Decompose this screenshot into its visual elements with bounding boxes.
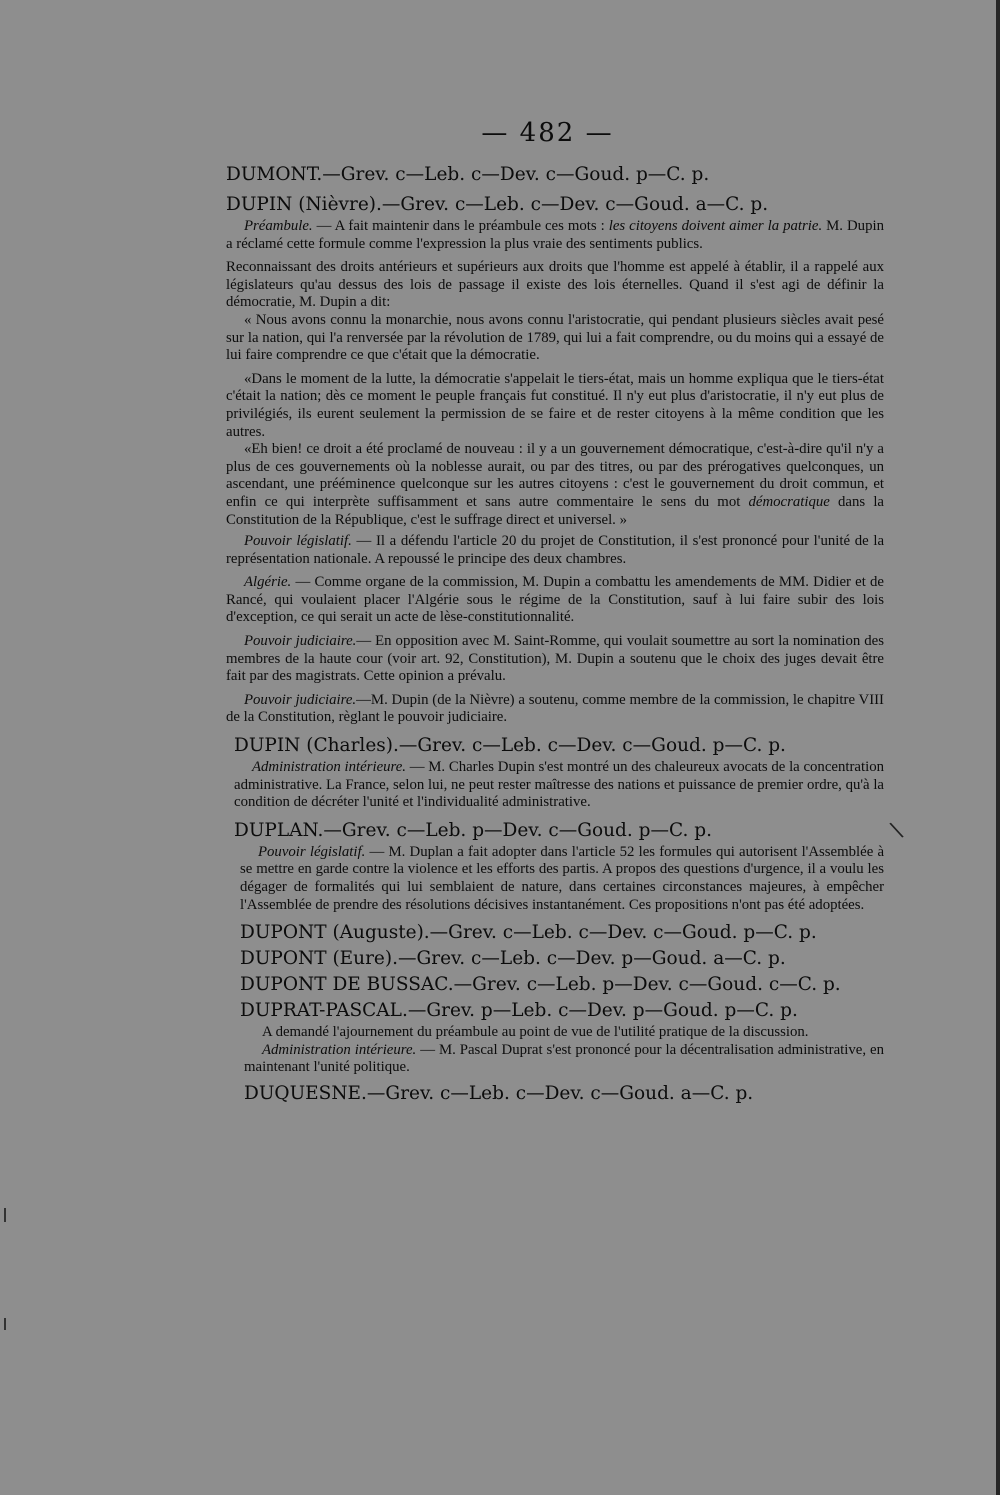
paragraph-text: — M. Charles Dupin s'est montré un des chaleureux avocats de la concentration administrative. La France, selon lui, ne peut rester maîtresse des nations et puissance de premier ordre, qu'à la condition de décréter l'unité et l'individualité administrative. xyxy=(234,759,884,811)
entry-heading-dupin-nievre: DUPIN (Nièvre).—Grev. c—Leb. c—Dev. c—Goud. a—C. p. xyxy=(226,194,769,215)
quote-droit-commun xyxy=(226,441,884,529)
paragraph-droits: Reconnaissant des droits antérieurs et supérieurs aux droits que l'homme est appelé à établir, il a rappelé aux législateurs qu'au dessus des lois de passage il existe des lois éternelles. Quand il s'est agi de définir la démocratie, M. Dupin a dit: xyxy=(226,259,884,311)
entry-heading-dupont-auguste: DUPONT (Auguste).—Grev. c—Leb. c—Dev. c—Goud. p—C. p. xyxy=(240,922,817,944)
margin-tick xyxy=(4,1208,6,1222)
section-label: Pouvoir judiciaire. xyxy=(244,633,357,650)
entry-heading-dumont: DUMONT.—Grev. c—Leb. c—Dev. c—Goud. p—C. p. xyxy=(226,164,710,185)
paragraph-text: — Il a défendu l'article 20 du projet de Constitution, il s'est prononcé pour l'unité de la représentation nationale. A repoussé le principe des deux chambres. xyxy=(226,533,885,567)
paragraph-text: — A fait maintenir dans le préambule ces mots : xyxy=(312,218,609,234)
section-label: Algérie. xyxy=(244,574,292,591)
entry-heading-duplan: DUPLAN.—Grev. c—Leb. p—Dev. c—Goud. p—C. p. xyxy=(234,819,712,841)
paragraph-pouvoir-judiciaire-1 xyxy=(226,633,884,686)
section-label: Administration intérieure. xyxy=(252,759,407,776)
paragraph-preambule xyxy=(226,218,884,253)
italic-word: démocratique xyxy=(748,493,830,510)
page-number: — 482 — xyxy=(481,118,614,148)
paragraph-text: dans la Constitution de la République, c'est le suffrage direct et universel. » xyxy=(226,493,885,528)
paragraph-duplan xyxy=(240,844,884,914)
paragraph-algerie xyxy=(226,574,884,627)
entry-heading-dupont-de-bussac: DUPONT DE BUSSAC.—Grev. c—Leb. p—Dev. c—Goud. c—C. p. xyxy=(240,974,841,996)
quote-tiers-etat: «Dans le moment de la lutte, la démocratie s'appelait le tiers-état, mais un homme expliqua que le tiers-état c'était la nation; dès ce moment le peuple français fut constitué. Il n'y eut plus d'aristocratie, il n'y eut plus de privilégiés, ils eurent seulement la permission de se faire et de rester citoyens à la même condition que les autres. xyxy=(226,370,884,440)
paragraph-pouvoir-judiciaire-2 xyxy=(226,692,884,727)
paragraph-text: M. Dupin a réclamé cette formule comme l'expression la plus vraie des sentiments publics. xyxy=(226,218,884,252)
section-label: Pouvoir législatif. xyxy=(244,533,352,550)
paragraph-text: — M. Pascal Duprat s'est prononcé pour la décentralisation administrative, en maintenant l'unité politique. xyxy=(244,1041,884,1076)
paragraph-duprat-administration xyxy=(244,1042,884,1077)
section-label: Pouvoir judiciaire. xyxy=(244,691,357,708)
section-label: Administration intérieure. xyxy=(262,1041,417,1058)
section-label: Pouvoir législatif. xyxy=(258,843,366,860)
paragraph-duprat-preambule: A demandé l'ajournement du préambule au point de vue de l'utilité pratique de la discussion. xyxy=(262,1024,809,1041)
paragraph-text: «Eh bien! ce droit a été proclamé de nouveau : il y a un gouvernement démocratique, c'est-à-dire qu'il n'y a plus de ces gouvernements où la noblesse aurait, ou par des titres, ou par des prérogatives quelconques, un ascendant, une prééminence quelconque sur les autres citoyens : c'est le gouvernement du droit commun, et enfin ce qui interprète suffisamment et sans autre commentaire le sens du mot xyxy=(226,441,884,510)
paragraph-text: — En opposition avec M. Saint-Romme, qui voulait soumettre au sort la nomination des membres de la haute cour (voir art. 92, Constitution), M. Dupin a soutenu que le choix des juges devait être fait par des magistrats. Cette opinion a prévalu. xyxy=(226,633,884,685)
paragraph-charles-dupin xyxy=(234,759,884,812)
quote-monarchie: « Nous avons connu la monarchie, nous avons connu l'aristocratie, qui pendant plusieurs siècles avait pesé sur la nation, qui l'a renversée par la révolution de 1789, qui lui a fait comprendre, ou du moins qui a essayé de lui faire comprendre ce que c'était que la démocratie. xyxy=(226,311,884,364)
margin-tick xyxy=(4,1318,6,1330)
entry-heading-duquesne: DUQUESNE.—Grev. c—Leb. c—Dev. c—Goud. a—C. p. xyxy=(244,1082,754,1104)
text-column xyxy=(226,162,884,1107)
margin-stroke: \ xyxy=(888,817,906,844)
paragraph-text: —M. Dupin (de la Nièvre) a soutenu, comme membre de la commission, le chapitre VIII de la Constitution, règlant le pouvoir judiciaire. xyxy=(226,691,884,726)
page-edge-shadow xyxy=(996,0,1000,1495)
paragraph-pouvoir-legislatif xyxy=(226,533,884,568)
entry-heading-duprat-pascal: DUPRAT-PASCAL.—Grev. p—Leb. c—Dev. p—Goud. p—C. p. xyxy=(240,1000,798,1022)
entry-heading-dupin-charles: DUPIN (Charles).—Grev. c—Leb. c—Dev. c—Goud. p—C. p. xyxy=(234,735,786,757)
paragraph-text: — M. Duplan a fait adopter dans l'article 52 les formules qui autorisent l'Assemblée à se mettre en garde contre la violence et les efforts des partis. A propos des questions d'urgence, il a voulu les dégager de formalités qui lui semblaient de nature, dans certaines circonstances majeures, à empêcher l'Assemblée de prendre des résolutions décisives instantanément. Ces propositions n'ont pas été adoptées. xyxy=(240,843,885,913)
entry-heading-dupont-eure: DUPONT (Eure).—Grev. c—Leb. c—Dev. p—Goud. a—C. p. xyxy=(240,948,786,970)
quoted-phrase: les citoyens doivent aimer la patrie. xyxy=(608,218,823,234)
section-label: Préambule. xyxy=(244,218,313,234)
paragraph-text: — Comme organe de la commission, M. Dupin a combattu les amendements de MM. Didier et de Rancé, qui voulaient placer l'Algérie sous le régime de la Constitution, sauf à lui faire subir des lois d'exception, ce qui serait un acte de lèse-constitutionnalité. xyxy=(226,574,884,626)
